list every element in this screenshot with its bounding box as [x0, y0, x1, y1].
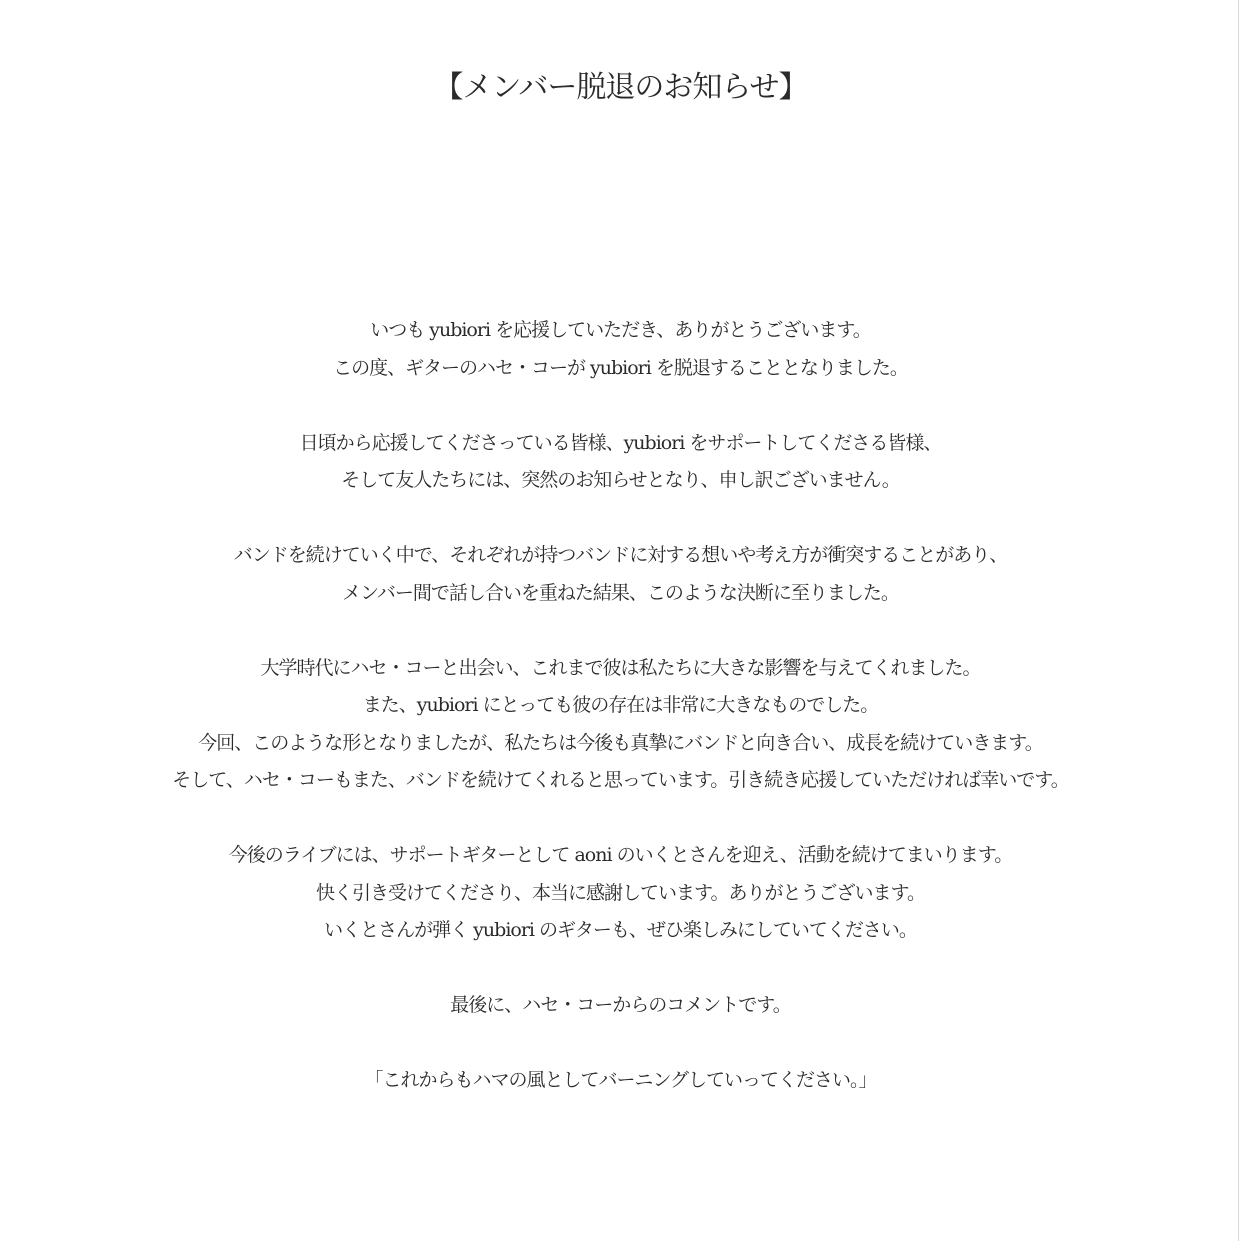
body-line: 日頃から応援してくださっている皆様、yubiori をサポートしてくださる皆様、 — [299, 431, 942, 454]
body-line: 今回、このような形となりましたが、私たちは今後も真摯にバンドと向き合い、成長を続けていきます。 — [198, 731, 1043, 754]
body-line: 快く引き受けてくださり、本当に感謝しています。ありがとうございます。 — [316, 881, 925, 904]
body-line: 今後のライブには、サポートギターとして aoni のいくとさんを迎え、活動を続けてまいります。 — [228, 844, 1013, 866]
closing-quote: 「これからもハマの風としてバーニングしていってください。」 — [364, 1069, 877, 1091]
body-line: また、yubiori にとっても彼の存在は非常に大きなものでした。 — [362, 694, 879, 716]
paragraph-gap — [0, 387, 1241, 425]
body-line: メンバー間で話し合いを重ねた結果、このような決断に至りました。 — [342, 581, 899, 604]
paragraph-gap — [0, 1025, 1241, 1063]
body-line: この度、ギターのハセ・コーが yubiori を脱退することとなりました。 — [333, 356, 908, 379]
body-line: 最後に、ハセ・コーからのコメントです。 — [450, 994, 791, 1016]
body-line: いくとさんが弾く yubiori のギターも、ぜひ楽しみにしていてください。 — [324, 919, 917, 941]
body-line: いつも yubiori を応援していただき、ありがとうございます。 — [370, 319, 871, 341]
announcement-body — [0, 312, 1241, 1100]
page-title: 【メンバー脱退のお知らせ】 — [433, 70, 808, 105]
paragraph-gap — [0, 500, 1241, 538]
body-line: 大学時代にハセ・コーと出会い、これまで彼は私たちに大きな影響を与えてくれました。 — [260, 656, 981, 679]
body-line: バンドを続けていく中で、それぞれが持つバンドに対する想いや考え方が衝突することがあり、 — [233, 544, 1008, 566]
body-line: そして友人たちには、突然のお知らせとなり、申し訳ございません。 — [341, 469, 900, 491]
paragraph-gap — [0, 800, 1241, 838]
paragraph-gap — [0, 612, 1241, 650]
body-line: そして、ハセ・コーもまた、バンドを続けてくれると思っています。引き続き応援していただければ幸いです。 — [172, 769, 1069, 791]
paragraph-gap — [0, 950, 1241, 988]
